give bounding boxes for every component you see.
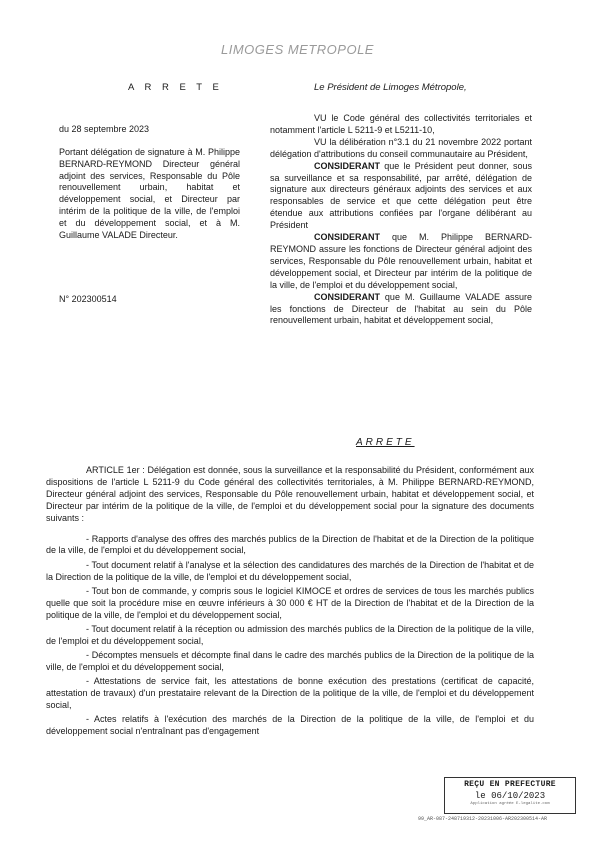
considerant-text: que M. Guillaume VALADE assure les fonctions de Directeur de l'habitat au sein du Pôle renouvellement urbain, habitat et développement social, — [270, 291, 532, 326]
decision-date: du 28 septembre 2023 — [59, 124, 150, 134]
prefecture-stamp — [444, 777, 576, 814]
header-title: LIMOGES METROPOLE — [221, 42, 374, 57]
considerant-label: CONSIDERANT — [314, 232, 381, 243]
preamble-considerant-2 — [270, 232, 532, 292]
list-item: - Attestations de service fait, les attestations de bonne exécution des prestations (certificat de capacité, attestation de travaux) d'un prestataire relevant de la Direction de la politique de la ville, de l'emploi et du développement social, — [46, 675, 534, 710]
list-item: - Actes relatifs à l'exécution des marchés de la Direction de la politique de la ville, de l'emploi et du développement social n'entraînant pas d'engagement — [46, 714, 534, 736]
stamp-url: Application agréée E-legalite.com — [470, 802, 550, 806]
preamble — [270, 113, 532, 327]
president-title: Le Président de Limoges Métropole, — [314, 82, 467, 93]
list-item: - Tout document relatif à la réception ou admission des marchés publics de la Direction de la politique de la ville, de l'emploi et du développement social, — [46, 623, 534, 646]
decision-body — [46, 465, 534, 740]
preamble-vu-code: VU le Code général des collectivités territoriales et notamment l'article L 5211-9 et L5211-10, — [270, 113, 532, 135]
preamble-considerant-3 — [270, 292, 532, 328]
stamp-label: REÇU EN PREFECTURE — [464, 780, 556, 789]
document-list — [46, 534, 534, 738]
list-item: - Rapports d'analyse des offres des marchés publics de la Direction de l'habitat et de la Direction de la politique de la ville, de l'emploi et du développement social, — [46, 533, 534, 556]
decision-subject: Portant délégation de signature à M. Philippe BERNARD-REYMOND Directeur général adjoint des services, Responsable du Pôle renouvellement urbain, habitat et développement social, et Directeur par intérim de la politique de la ville, de l'emploi et du développement social, et à M. Guillaume VALADE Directeur. — [59, 147, 240, 240]
preamble-considerant-1 — [270, 161, 532, 232]
considerant-label: CONSIDERANT — [314, 291, 381, 302]
arrete-heading-left: A R R E T E — [128, 82, 223, 93]
arrete-heading-center: ARRETE — [356, 437, 415, 448]
list-item: - Tout document relatif à l'analyse et la sélection des candidatures des marchés de la Direction de l'habitat et de la Direction de la politique de la ville, de l'emploi et du développement social, — [46, 559, 534, 582]
stamp-date: le 06/10/2023 — [474, 791, 546, 801]
preamble-vu-deliberation: VU la délibération n°3.1 du 21 novembre 2022 portant délégation d'attributions du conseil communautaire au Président, — [270, 136, 532, 159]
stamp-reference: 99_AR-087-248719312-20231006-AR202300514-AR — [418, 816, 548, 822]
list-item: - Décomptes mensuels et décompte final dans le cadre des marchés publics de la Direction de la politique de la ville, de l'emploi et du développement social, — [46, 649, 534, 672]
decision-number: N° 202300514 — [59, 294, 117, 304]
list-item: - Tout bon de commande, y compris sous le logiciel KIMOCE et ordres de services de tous les marchés publics quelle que soit la procédure mise en œuvre inférieurs à 30 000 € HT de la Direction de l'habitat et de la Direction de la politique de la ville, de l'emploi et du développement social, — [46, 585, 534, 620]
article-1: ARTICLE 1er : Délégation est donnée, sous la surveillance et la responsabilité du Président, conformément aux dispositions de l'article L 5211-9 du Code général des collectivités territoriales, à M. Philippe BERNARD-REYMOND, Directeur général adjoint des services, Responsable du Pôle renouvellement urbain, habitat et développement social, et Directeur par intérim de la politique de la ville, de l'emploi et du développement social pour la signature des documents suivants : — [46, 465, 534, 523]
considerant-text: que M. Philippe BERNARD-REYMOND assure les fonctions de Directeur général adjoint des services, Responsable du Pôle renouvellement urbain, habitat et développement social, et Directeur par intérim de la politique de la ville, de l'emploi et du développement social, — [270, 232, 532, 290]
considerant-label: CONSIDERANT — [314, 160, 381, 171]
considerant-text: que le Président peut donner, sous sa surveillance et sa responsabilité, par arrêté, délégation de signature aux directeurs généraux adjoints des services et aux responsables de service et que cette délégation peut être étendue aux attributions confiées par l'organe délibérant au Président — [270, 160, 532, 231]
